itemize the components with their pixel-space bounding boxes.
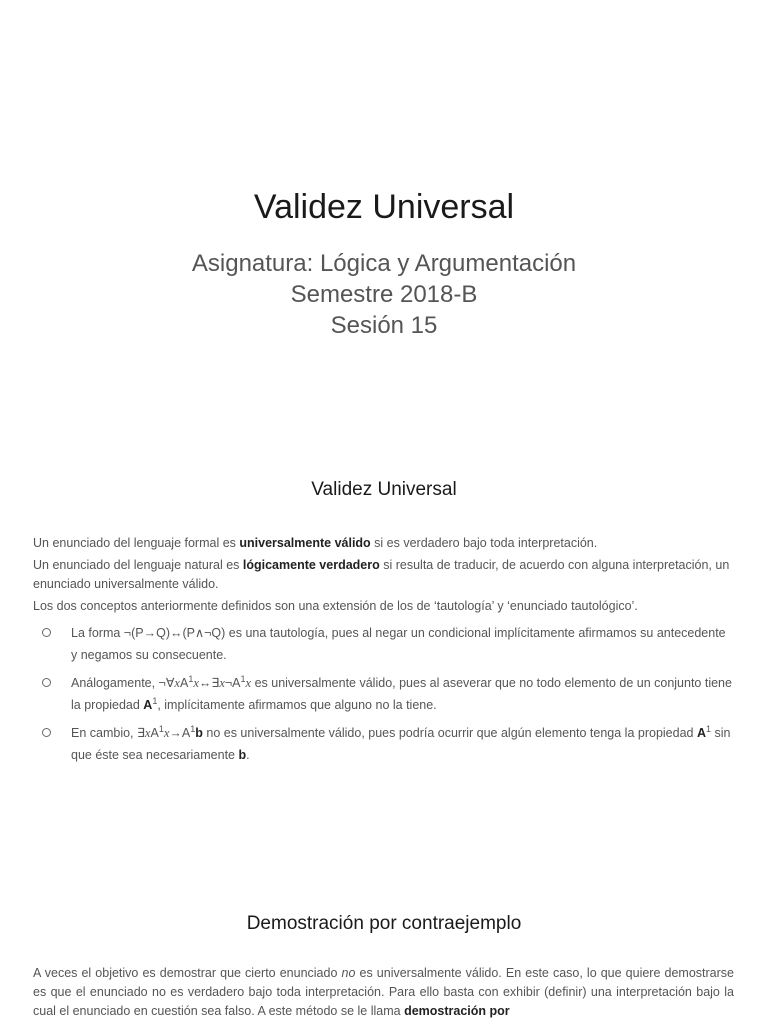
bullet-circle-icon bbox=[42, 728, 51, 737]
paragraph-definition-formal: Un enunciado del lenguaje formal es universalmente válido si es verdadero bajo toda interpretación. bbox=[33, 536, 598, 550]
list-item: La forma ¬(P→Q)↔(P∧¬Q) es una tautología, pues al negar un condicional implícitamente afirmamos su antecedente y negamos su consecuente. bbox=[0, 622, 768, 666]
content-slide bbox=[0, 470, 768, 772]
bullet-circle-icon bbox=[42, 678, 51, 687]
slide-title: Validez Universal bbox=[311, 479, 457, 500]
slide-title: Demostración por contraejemplo bbox=[246, 913, 522, 934]
paragraph-counterexample: A veces el objetivo es demostrar que cierto enunciado no es universalmente válido. En este caso, lo que quiere demostrarse es que el enunciado no es verdadero bajo toda interpretación. Para ello basta con exhibir (definir) una interpretación bajo la cual el enunciado en cuestión sea falso. A este método se le llama demostración por bbox=[33, 966, 734, 1018]
list-item: Análogamente, $\neg\forall xA^1x\leftrightarrow\exists x\neg A^1x$ es universalmente válido, pues al aseverar que no todo elemento de un conjunto tiene la propiedad $A^1$, implícitamente afirmamos que alguno no la tiene. bbox=[0, 672, 768, 716]
title-slide bbox=[0, 0, 768, 430]
bullet-circle-icon bbox=[42, 628, 51, 637]
main-title: Validez Universal bbox=[253, 188, 515, 226]
bullet-list bbox=[0, 622, 768, 766]
demo-slide bbox=[0, 906, 768, 1021]
paragraph-extension: Los dos conceptos anteriormente definidos son una extensión de los de ‘tautología’ y ‘enunciado tautológico’. bbox=[33, 599, 638, 613]
subtitle bbox=[0, 248, 768, 341]
paragraph-definition-natural: Un enunciado del lenguaje natural es lógicamente verdadero si resulta de traducir, de acuerdo con alguna interpretación, un enunciado universalmente válido. bbox=[33, 558, 730, 591]
list-item: En cambio, $\exists xA^1x\to A^1b$ no es universalmente válido, pues podría ocurrir que algún elemento tenga la propiedad $A^1$ sin que éste sea necesariamente b. bbox=[0, 722, 768, 766]
course-name: Asignatura: Lógica y Argumentación bbox=[191, 250, 577, 277]
semester: Semestre 2018-B bbox=[290, 281, 478, 308]
session: Sesión 15 bbox=[330, 312, 438, 339]
